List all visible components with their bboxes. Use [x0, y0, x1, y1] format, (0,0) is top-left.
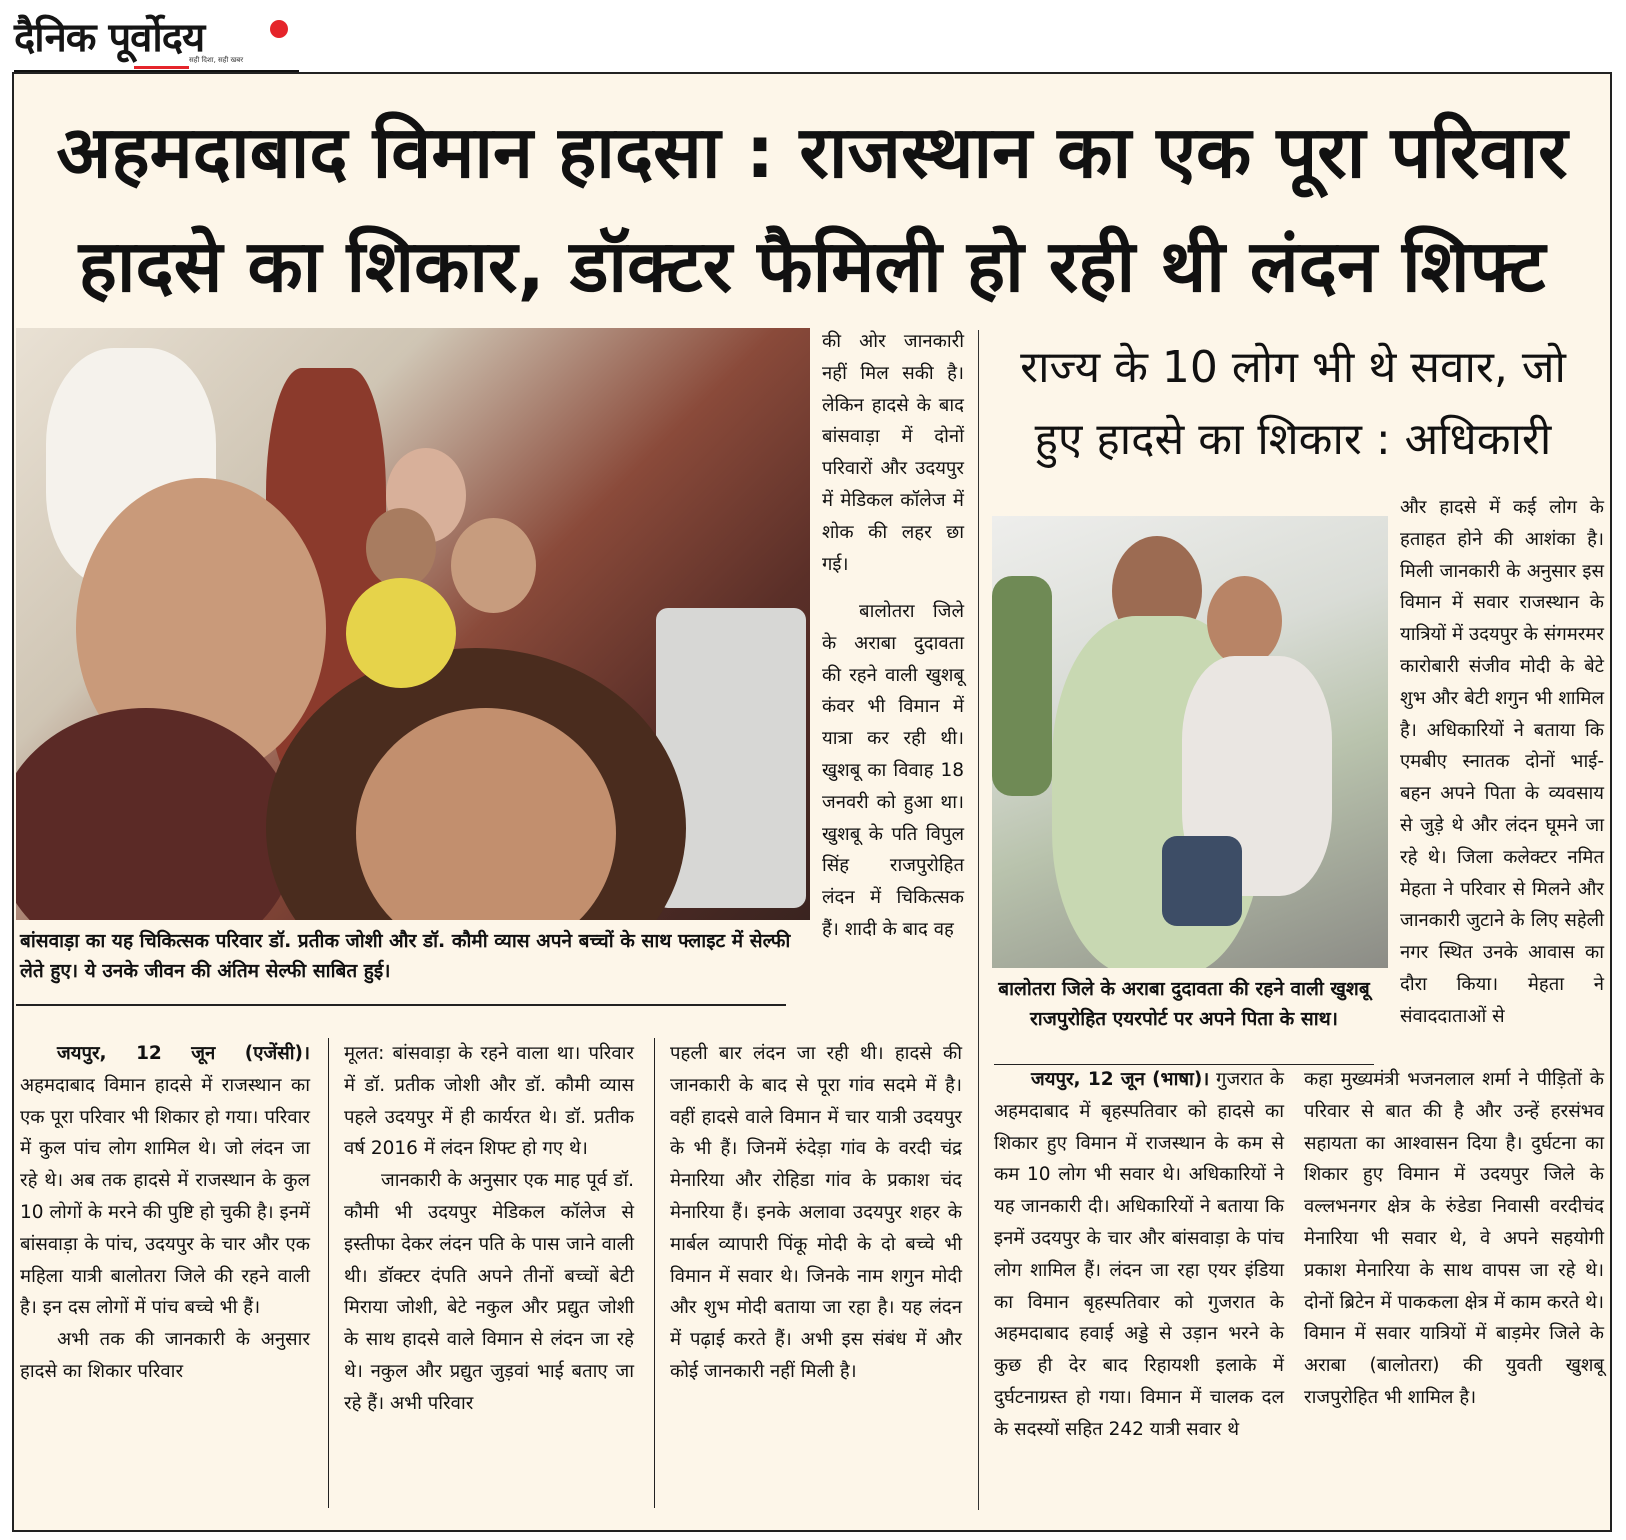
family-selfie-photo — [16, 328, 810, 920]
newspaper-tagline: सही दिशा, सही खबर — [189, 56, 244, 64]
headline-line-1: अहमदाबाद विमान हादसा : राजस्थान का एक पूरा परिवार — [56, 110, 1568, 194]
father-daughter-airport-photo — [992, 516, 1388, 968]
woman-head-shape — [1207, 576, 1282, 666]
article2-col2-text: कहा मुख्यमंत्री भजनलाल शर्मा ने पीड़ितों के परिवार से बात की है और उन्हें हरसंभव सहायता का आश्वासन दिया है। दुर्घटना का शिकार हुए विमान में उदयपुर जिले के वल्लभनगर क्षेत्र के रुंडेडा निवासी वरदीचंद मेनारिया भी सवार थे, वे अपने सहयोगी प्रकाश मेनारिया के साथ वापस जा रहे थे। दोनों ब्रिटेन में पाककला क्षेत्र में काम करते थे। विमान में सवार यात्रियों में बाड़मेर जिले के अराबा (बालोतरा) की युवती खुशबू राजपुरोहित भी शामिल है। — [1304, 1069, 1604, 1408]
article2-column-1 — [994, 1064, 1284, 1446]
article2-col1-text: गुजरात के अहमदाबाद में बृहस्पतिवार को हादसे का शिकार हुए विमान में राजस्थान के कम से कम 10 लोग भी सवार थे। अधिकारियों ने यह जानकारी दी। अधिकारियों ने बताया कि इनमें उदयपुर के चार और बांसवाड़ा के पांच लोग शामिल हैं। लंदन जा रहा एयर इंडिया का विमान बृहस्पतिवार को गुजरात के अहमदाबाद हवाई अड्डे से उड़ान भरने के कुछ ही देर बाद रिहायशी इलाके में दुर्घटनाग्रस्त हो गया। विमान में चालक दल के सदस्यों सहित 242 यात्री सवार थे — [994, 1069, 1284, 1440]
masthead-red-dot-icon — [270, 20, 288, 38]
article1-col1-text-b: अभी तक की जानकारी के अनुसार हादसे का शिकार परिवार — [20, 1329, 310, 1382]
section-divider — [978, 330, 979, 1510]
article1-mid-text-2: बालोतरा जिले के अराबा दुदावता की रहने वाली खुशबू कंवर भी विमान में यात्रा कर रही थी। खुशबू का विवाह 18 जनवरी को हुआ था। खुशबू के पति विपुल सिंह राजपुरोहित लंदन में चिकित्सक हैं। शादी के बाद वह — [822, 601, 964, 940]
newspaper-title: दैनिक पूर्वोदय — [14, 15, 205, 61]
article1-col1-text-a: अहमदाबाद विमान हादसे में राजस्थान का एक पूरा परिवार भी शिकार हो गया। परिवार में कुल पांच लोग शामिल थे। जो लंदन जा रहे थे। अब तक हादसे में राजस्थान के कुल 10 लोगों के मरने की पुष्टि हो चुकी है। इनमें बांसवाड़ा के पांच, उदयपुर के चार और एक महिला यात्री बालोतरा जिले की रहने वाली है। इन दस लोगों में पांच बच्चे भी हैं। — [20, 1074, 310, 1319]
subheadline-line-1: राज्य के 10 लोग भी थे सवार, जो — [1020, 342, 1566, 393]
masthead — [14, 12, 314, 68]
article2-column-2 — [1304, 1064, 1604, 1414]
article1-column-1 — [20, 1038, 310, 1388]
plant-shape — [992, 576, 1052, 796]
article1-middle-column-1 — [822, 326, 964, 580]
article1-col2-text-b: जानकारी के अनुसार एक माह पूर्व डॉ. कौमी भी उदयपुर मेडिकल कॉलेज से इस्तीफा देकर लंदन पति के पास जाने वाली थी। डॉक्टर दंपति अपने तीनों बच्चों बेटी मिराया जोशी, बेटे नकुल और प्रद्युत जोशी के साथ हादसे वाले विमान से लंदन जा रहे थे। नकुल और प्रद्युत जुड़वां भाई बताए जा रहे हैं। अभी परिवार — [344, 1170, 634, 1414]
child-2-shirt-shape — [346, 578, 456, 688]
article1-col3-text: पहली बार लंदन जा रही थी। हादसे की जानकारी के बाद से पूरा गांव सदमे में है। वहीं हादसे वाले विमान में चार यात्री उदयपुर के भी हैं। जिनमें रुंदेड़ा गांव के वरदी चंद्र मेनारिया और रोहिडा गांव के प्रकाश चंद मेनारिया हैं। इनके अलावा उदयपुर शहर के मार्बल व्यापारी पिंकू मोदी के दो बच्चे भी विमान में सवार थे। जिनके नाम शगुन मोदी और शुभ मोदी बताया जा रहा है। यह लंदन में पढ़ाई करते हैं। अभी इस संबंध में और कोई जानकारी नहीं मिली है। — [670, 1043, 962, 1382]
article2-right-column-top — [1400, 492, 1604, 1033]
photo1-caption: बांसवाड़ा का यह चिकित्सक परिवार डॉ. प्रतीक जोशी और डॉ. कौमी व्यास अपने बच्चों के साथ फ्लाइट में सेल्फी लेते हुए। ये उनके जीवन की अंतिम सेल्फी साबित हुई। — [20, 930, 791, 982]
caption-divider — [16, 1004, 786, 1006]
masthead-red-bar — [134, 66, 189, 69]
article1-column-2 — [344, 1038, 634, 1420]
photo2-caption: बालोतरा जिले के अराबा दुदावता की रहने वाली खुशबू राजपुरोहित एयरपोर्ट पर अपने पिता के साथ। — [998, 978, 1370, 1030]
child-2-shape — [366, 508, 436, 588]
article1-column-3 — [670, 1038, 962, 1388]
article2-dateline: जयपुर, 12 जून (भाषा)। — [1031, 1069, 1210, 1090]
article2-right-text: और हादसे में कई लोग के हताहत होने की आशंका है। मिली जानकारी के अनुसार इस विमान में सवार राजस्थान के यात्रियों में उदयपुर के संगमरमर कारोबारी संजीव मोदी के बेटे शुभ और बेटी शगुन भी शामिल है। अधिकारियों ने बताया कि एमबीए स्नातक दोनों भाई-बहन अपने पिता के व्यवसाय से जुड़े थे और लंदन घूमने जा रहे थे। जिला कलेक्टर नमित मेहता ने परिवार से मिलने और जानकारी जुटाने के लिए सहेली नगर स्थित उनके आवास का दौरा किया। मेहता ने संवाददाताओं से — [1400, 497, 1604, 1027]
news-clipping-frame — [12, 72, 1612, 1532]
article1-dateline: जयपुर, 12 जून (एजेंसी)। — [57, 1043, 310, 1064]
column-divider — [328, 1038, 329, 1508]
column-divider — [654, 1038, 655, 1508]
handbag-shape — [1162, 836, 1242, 926]
headline-line-2: हादसे का शिकार, डॉक्टर फैमिली हो रही थी लंदन शिफ्ट — [78, 224, 1546, 308]
subheadline-line-2: हुए हादसे का शिकार : अधिकारी — [1034, 414, 1552, 465]
article1-middle-column-2 — [822, 596, 964, 946]
child-3-shape — [451, 518, 536, 613]
article1-mid-text-1: की ओर जानकारी नहीं मिल सकी है। लेकिन हादसे के बाद बांसवाड़ा में दोनों परिवारों और उदयपुर में मेडिकल कॉलेज में शोक की लहर छा गई। — [822, 331, 964, 575]
article1-col2-text-a: मूलत: बांसवाड़ा के रहने वाला था। परिवार में डॉ. प्रतीक जोशी और डॉ. कौमी व्यास पहले उदयपुर में ही कार्यरत थे। डॉ. प्रतीक वर्ष 2016 में लंदन शिफ्ट हो गए थे। — [344, 1043, 634, 1160]
